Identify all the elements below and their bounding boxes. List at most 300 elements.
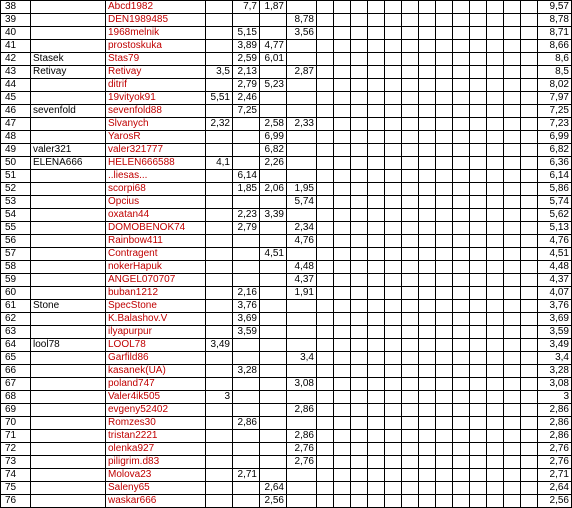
empty-cell (504, 196, 521, 209)
empty-cell (470, 313, 487, 326)
empty-cell (402, 365, 419, 378)
score-cell-2: 2,16 (233, 287, 260, 300)
login-cell: 19vityok91 (106, 92, 206, 105)
name-cell (31, 248, 106, 261)
empty-cell (317, 339, 334, 352)
empty-cell (470, 27, 487, 40)
rank-cell: 65 (1, 352, 31, 365)
empty-cell (453, 482, 470, 495)
name-cell (31, 92, 106, 105)
empty-cell (470, 261, 487, 274)
name-cell (31, 27, 106, 40)
empty-cell (436, 326, 453, 339)
score-cell-4 (287, 131, 317, 144)
empty-cell (470, 391, 487, 404)
empty-cell (470, 443, 487, 456)
empty-cell (368, 40, 385, 53)
table-row (1, 443, 572, 456)
empty-cell (334, 378, 351, 391)
empty-cell (521, 118, 538, 131)
empty-cell (419, 27, 436, 40)
score-cell-2: 2,71 (233, 469, 260, 482)
empty-cell (521, 326, 538, 339)
empty-cell (436, 404, 453, 417)
empty-cell (487, 183, 504, 196)
empty-cell (368, 131, 385, 144)
name-cell (31, 287, 106, 300)
name-cell (31, 274, 106, 287)
name-cell (31, 456, 106, 469)
empty-cell (334, 209, 351, 222)
table-row (1, 170, 572, 183)
score-cell-1 (206, 209, 233, 222)
empty-cell (487, 118, 504, 131)
empty-cell (419, 157, 436, 170)
rank-cell: 41 (1, 40, 31, 53)
empty-cell (402, 300, 419, 313)
empty-cell (521, 40, 538, 53)
empty-cell (317, 404, 334, 417)
rank-cell: 64 (1, 339, 31, 352)
total-cell: 2,76 (538, 456, 572, 469)
name-cell (31, 469, 106, 482)
score-cell-3 (260, 261, 287, 274)
empty-cell (521, 1, 538, 14)
total-cell: 3,69 (538, 313, 572, 326)
empty-cell (521, 443, 538, 456)
empty-cell (453, 92, 470, 105)
empty-cell (419, 14, 436, 27)
empty-cell (419, 443, 436, 456)
empty-cell (334, 248, 351, 261)
score-cell-1: 2,32 (206, 118, 233, 131)
total-cell: 3,28 (538, 365, 572, 378)
empty-cell (351, 326, 368, 339)
empty-cell (402, 469, 419, 482)
score-cell-4: 4,76 (287, 235, 317, 248)
empty-cell (351, 144, 368, 157)
empty-cell (487, 1, 504, 14)
score-cell-4: 2,76 (287, 443, 317, 456)
empty-cell (402, 339, 419, 352)
empty-cell (487, 14, 504, 27)
score-cell-1 (206, 469, 233, 482)
rank-cell: 74 (1, 469, 31, 482)
name-cell (31, 326, 106, 339)
table-row (1, 118, 572, 131)
empty-cell (351, 274, 368, 287)
empty-cell (351, 1, 368, 14)
empty-cell (436, 469, 453, 482)
empty-cell (419, 339, 436, 352)
empty-cell (402, 235, 419, 248)
empty-cell (385, 430, 402, 443)
empty-cell (453, 300, 470, 313)
table-row (1, 1, 572, 14)
score-cell-3 (260, 170, 287, 183)
empty-cell (436, 170, 453, 183)
score-cell-2: 3,59 (233, 326, 260, 339)
rank-cell: 62 (1, 313, 31, 326)
empty-cell (470, 222, 487, 235)
empty-cell (334, 131, 351, 144)
empty-cell (368, 326, 385, 339)
empty-cell (453, 352, 470, 365)
score-cell-3: 6,99 (260, 131, 287, 144)
empty-cell (334, 144, 351, 157)
login-cell: Opcius (106, 196, 206, 209)
name-cell (31, 404, 106, 417)
score-cell-1 (206, 105, 233, 118)
rank-cell: 54 (1, 209, 31, 222)
score-cell-4: 8,78 (287, 14, 317, 27)
empty-cell (436, 313, 453, 326)
empty-cell (402, 352, 419, 365)
empty-cell (436, 430, 453, 443)
empty-cell (317, 495, 334, 508)
score-cell-1 (206, 183, 233, 196)
empty-cell (521, 339, 538, 352)
empty-cell (402, 495, 419, 508)
rank-cell: 73 (1, 456, 31, 469)
empty-cell (487, 287, 504, 300)
empty-cell (317, 118, 334, 131)
score-cell-2 (233, 443, 260, 456)
table-row (1, 326, 572, 339)
empty-cell (317, 27, 334, 40)
score-cell-1 (206, 196, 233, 209)
empty-cell (470, 430, 487, 443)
rank-cell: 40 (1, 27, 31, 40)
empty-cell (334, 495, 351, 508)
empty-cell (487, 248, 504, 261)
empty-cell (504, 352, 521, 365)
rank-cell: 39 (1, 14, 31, 27)
empty-cell (385, 1, 402, 14)
table-row (1, 404, 572, 417)
empty-cell (402, 131, 419, 144)
table-row (1, 352, 572, 365)
empty-cell (317, 313, 334, 326)
empty-cell (368, 274, 385, 287)
empty-cell (436, 144, 453, 157)
empty-cell (385, 196, 402, 209)
score-cell-3 (260, 14, 287, 27)
empty-cell (453, 248, 470, 261)
empty-cell (317, 14, 334, 27)
rank-cell: 61 (1, 300, 31, 313)
score-cell-2: 2,46 (233, 92, 260, 105)
score-cell-4: 4,37 (287, 274, 317, 287)
empty-cell (402, 261, 419, 274)
empty-cell (334, 14, 351, 27)
score-cell-4 (287, 300, 317, 313)
empty-cell (334, 482, 351, 495)
score-cell-1 (206, 482, 233, 495)
login-cell: Contragent (106, 248, 206, 261)
empty-cell (402, 105, 419, 118)
login-cell: poland747 (106, 378, 206, 391)
empty-cell (419, 170, 436, 183)
empty-cell (351, 378, 368, 391)
score-cell-3: 2,06 (260, 183, 287, 196)
empty-cell (504, 144, 521, 157)
empty-cell (453, 417, 470, 430)
empty-cell (453, 14, 470, 27)
score-cell-1 (206, 456, 233, 469)
empty-cell (453, 144, 470, 157)
score-cell-1 (206, 352, 233, 365)
empty-cell (402, 482, 419, 495)
empty-cell (334, 391, 351, 404)
rank-cell: 47 (1, 118, 31, 131)
empty-cell (334, 287, 351, 300)
score-cell-3 (260, 456, 287, 469)
score-cell-1 (206, 261, 233, 274)
empty-cell (334, 157, 351, 170)
empty-cell (351, 222, 368, 235)
empty-cell (419, 105, 436, 118)
table-row (1, 339, 572, 352)
empty-cell (470, 144, 487, 157)
empty-cell (470, 287, 487, 300)
rank-cell: 38 (1, 1, 31, 14)
score-cell-3: 2,58 (260, 118, 287, 131)
total-cell: 2,86 (538, 430, 572, 443)
empty-cell (419, 456, 436, 469)
score-cell-3 (260, 339, 287, 352)
empty-cell (504, 313, 521, 326)
empty-cell (521, 404, 538, 417)
empty-cell (385, 456, 402, 469)
empty-cell (334, 274, 351, 287)
empty-cell (385, 261, 402, 274)
empty-cell (419, 222, 436, 235)
empty-cell (521, 105, 538, 118)
score-cell-2 (233, 157, 260, 170)
empty-cell (470, 326, 487, 339)
score-cell-1 (206, 404, 233, 417)
score-cell-4 (287, 105, 317, 118)
login-cell: buban1212 (106, 287, 206, 300)
score-cell-1 (206, 378, 233, 391)
empty-cell (487, 92, 504, 105)
empty-cell (351, 235, 368, 248)
empty-cell (317, 456, 334, 469)
total-cell: 2,71 (538, 469, 572, 482)
empty-cell (402, 14, 419, 27)
empty-cell (334, 183, 351, 196)
score-cell-2 (233, 144, 260, 157)
score-cell-2 (233, 248, 260, 261)
empty-cell (470, 66, 487, 79)
score-cell-4 (287, 248, 317, 261)
empty-cell (402, 417, 419, 430)
total-cell: 3 (538, 391, 572, 404)
empty-cell (521, 27, 538, 40)
score-cell-4 (287, 495, 317, 508)
empty-cell (470, 118, 487, 131)
score-cell-3: 5,23 (260, 79, 287, 92)
empty-cell (436, 482, 453, 495)
rank-cell: 59 (1, 274, 31, 287)
score-cell-2: 3,28 (233, 365, 260, 378)
empty-cell (453, 53, 470, 66)
empty-cell (419, 196, 436, 209)
login-cell: Romzes30 (106, 417, 206, 430)
score-cell-2 (233, 274, 260, 287)
empty-cell (453, 391, 470, 404)
score-cell-3 (260, 196, 287, 209)
login-cell: DEN1989485 (106, 14, 206, 27)
empty-cell (504, 157, 521, 170)
empty-cell (487, 235, 504, 248)
empty-cell (317, 482, 334, 495)
empty-cell (334, 40, 351, 53)
total-cell: 3,4 (538, 352, 572, 365)
name-cell (31, 495, 106, 508)
table-row (1, 430, 572, 443)
empty-cell (504, 105, 521, 118)
score-cell-1 (206, 248, 233, 261)
total-cell: 4,48 (538, 261, 572, 274)
score-cell-2: 3,89 (233, 40, 260, 53)
total-cell: 8,66 (538, 40, 572, 53)
table-row (1, 196, 572, 209)
empty-cell (419, 66, 436, 79)
empty-cell (419, 352, 436, 365)
rank-cell: 52 (1, 183, 31, 196)
name-cell (31, 261, 106, 274)
score-cell-1: 5,51 (206, 92, 233, 105)
score-cell-4 (287, 391, 317, 404)
score-cell-4 (287, 157, 317, 170)
empty-cell (385, 79, 402, 92)
rank-cell: 51 (1, 170, 31, 183)
login-cell: scorpi68 (106, 183, 206, 196)
empty-cell (470, 352, 487, 365)
empty-cell (521, 261, 538, 274)
empty-cell (317, 274, 334, 287)
empty-cell (317, 300, 334, 313)
empty-cell (334, 430, 351, 443)
score-cell-2: 2,79 (233, 222, 260, 235)
login-cell: Retivay (106, 66, 206, 79)
empty-cell (521, 92, 538, 105)
rank-cell: 68 (1, 391, 31, 404)
empty-cell (487, 196, 504, 209)
score-cell-2: 2,13 (233, 66, 260, 79)
empty-cell (334, 300, 351, 313)
login-cell: prostoskuka (106, 40, 206, 53)
score-cell-3 (260, 105, 287, 118)
empty-cell (436, 495, 453, 508)
name-cell (31, 417, 106, 430)
score-cell-3 (260, 313, 287, 326)
empty-cell (453, 157, 470, 170)
empty-cell (521, 469, 538, 482)
empty-cell (521, 274, 538, 287)
empty-cell (351, 66, 368, 79)
empty-cell (419, 300, 436, 313)
empty-cell (419, 313, 436, 326)
empty-cell (504, 79, 521, 92)
table-row (1, 131, 572, 144)
empty-cell (334, 66, 351, 79)
total-cell: 5,13 (538, 222, 572, 235)
empty-cell (351, 105, 368, 118)
empty-cell (351, 27, 368, 40)
empty-cell (402, 404, 419, 417)
empty-cell (385, 27, 402, 40)
score-cell-4 (287, 1, 317, 14)
empty-cell (351, 456, 368, 469)
empty-cell (317, 53, 334, 66)
login-cell: Rainbow411 (106, 235, 206, 248)
empty-cell (504, 469, 521, 482)
empty-cell (419, 469, 436, 482)
empty-cell (351, 391, 368, 404)
empty-cell (436, 105, 453, 118)
empty-cell (317, 105, 334, 118)
empty-cell (317, 196, 334, 209)
empty-cell (453, 105, 470, 118)
table-row (1, 27, 572, 40)
empty-cell (504, 1, 521, 14)
empty-cell (419, 404, 436, 417)
score-cell-4: 4,48 (287, 261, 317, 274)
empty-cell (368, 339, 385, 352)
empty-cell (487, 365, 504, 378)
empty-cell (453, 469, 470, 482)
total-cell: 4,51 (538, 248, 572, 261)
table-row (1, 391, 572, 404)
empty-cell (504, 365, 521, 378)
score-cell-2 (233, 482, 260, 495)
score-cell-2 (233, 378, 260, 391)
empty-cell (470, 92, 487, 105)
empty-cell (470, 196, 487, 209)
empty-cell (470, 14, 487, 27)
login-cell: kasanek(UA) (106, 365, 206, 378)
score-cell-3 (260, 365, 287, 378)
empty-cell (453, 365, 470, 378)
empty-cell (317, 66, 334, 79)
empty-cell (419, 53, 436, 66)
empty-cell (368, 66, 385, 79)
score-cell-2 (233, 495, 260, 508)
empty-cell (351, 430, 368, 443)
empty-cell (419, 131, 436, 144)
total-cell: 2,76 (538, 443, 572, 456)
empty-cell (436, 1, 453, 14)
empty-cell (504, 118, 521, 131)
empty-cell (385, 170, 402, 183)
empty-cell (317, 79, 334, 92)
table-row (1, 482, 572, 495)
empty-cell (402, 274, 419, 287)
login-cell: 1968melnik (106, 27, 206, 40)
empty-cell (487, 222, 504, 235)
empty-cell (402, 443, 419, 456)
empty-cell (470, 495, 487, 508)
empty-cell (385, 339, 402, 352)
empty-cell (334, 1, 351, 14)
empty-cell (351, 482, 368, 495)
empty-cell (436, 222, 453, 235)
login-cell: sevenfold88 (106, 105, 206, 118)
empty-cell (436, 352, 453, 365)
